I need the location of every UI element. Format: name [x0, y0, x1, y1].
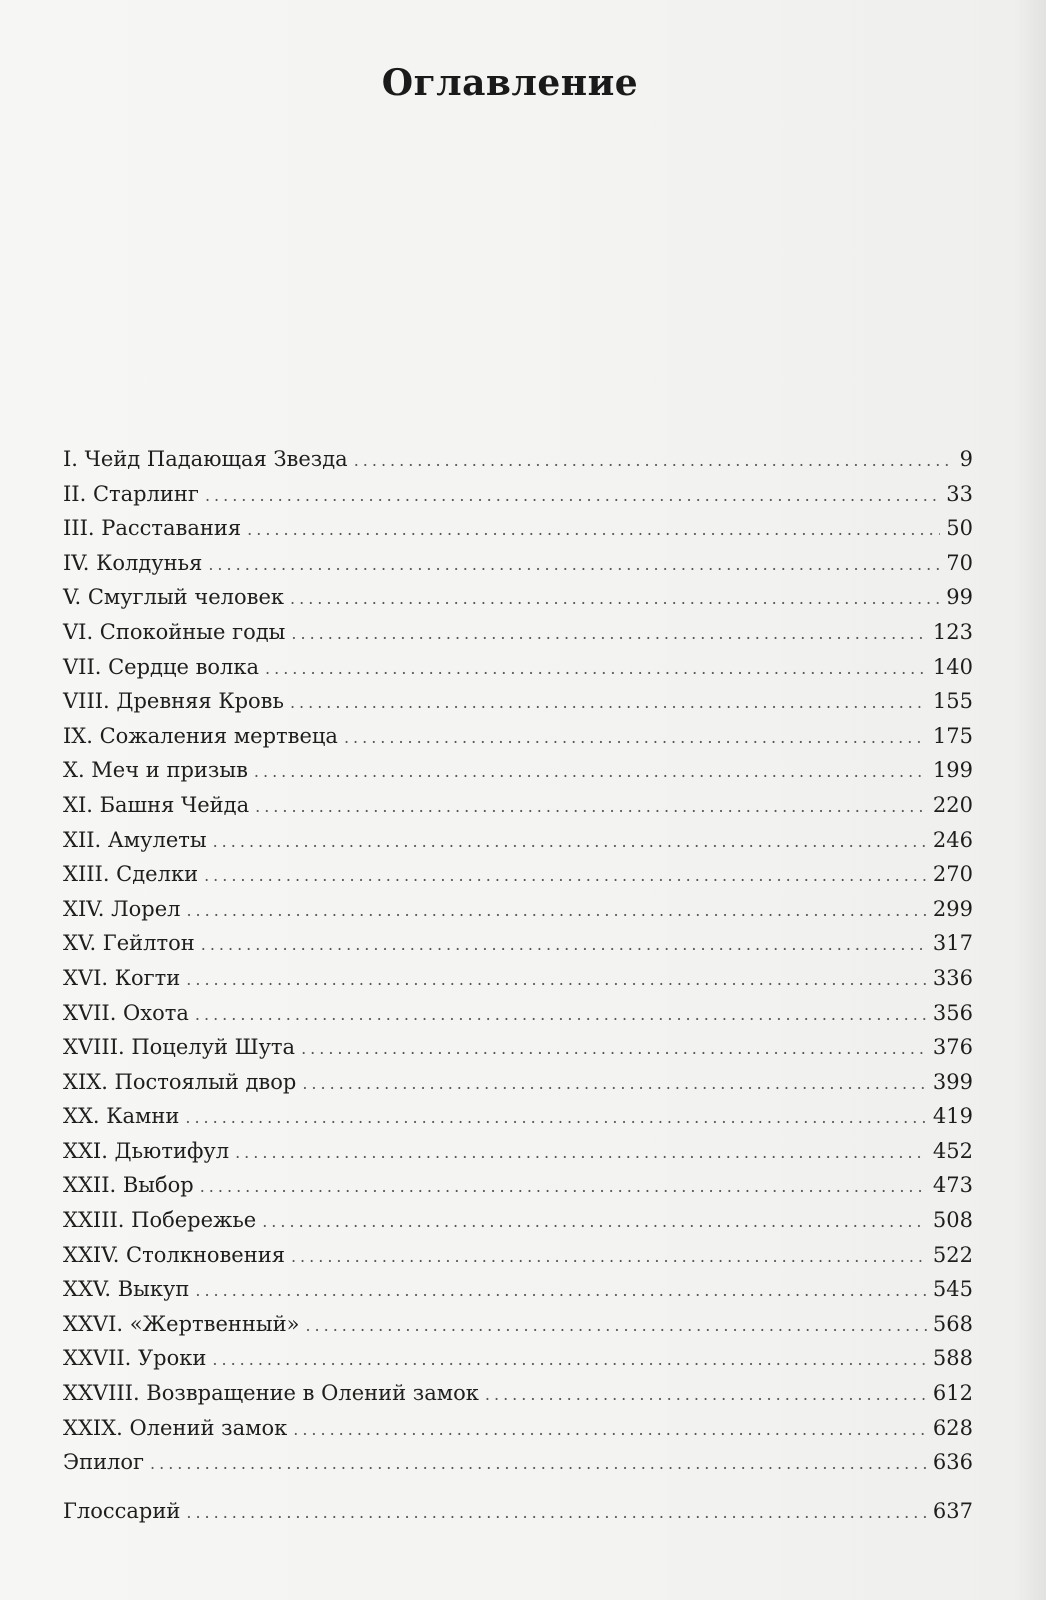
toc-entry[interactable] — [63, 1411, 973, 1446]
dot-leader — [186, 894, 926, 929]
toc-entry-page-number: 70 — [946, 550, 973, 575]
toc-entry[interactable] — [63, 1341, 973, 1376]
toc-entry-title: XX. Камни — [63, 1104, 180, 1129]
toc-entry[interactable] — [63, 823, 973, 858]
toc-entry-page-number: 123 — [932, 619, 973, 644]
toc-entry-title: II. Старлинг — [63, 481, 199, 506]
toc-entry-title: IV. Колдунья — [63, 550, 203, 575]
toc-entry[interactable] — [63, 1065, 973, 1100]
toc-entry-title: I. Чейд Падающая Звезда — [63, 447, 348, 471]
toc-entry[interactable] — [63, 684, 973, 719]
toc-entry-page-number: 522 — [932, 1242, 973, 1267]
dot-leader — [185, 1101, 927, 1136]
toc-entry-title: XVIII. Поцелуй Шута — [63, 1035, 296, 1060]
toc-entry-title: XXIII. Побережье — [63, 1208, 257, 1233]
toc-entry-page-number: 317 — [932, 931, 973, 956]
toc-entry[interactable] — [63, 1238, 973, 1273]
toc-entry[interactable] — [63, 1445, 973, 1480]
toc-entry[interactable] — [63, 1203, 973, 1238]
toc-entry-title: XIII. Сделки — [63, 862, 199, 887]
toc-entry-title: XXIV. Столкновения — [63, 1242, 285, 1267]
toc-entry-title: Эпилог — [63, 1450, 145, 1475]
dot-leader — [204, 859, 927, 894]
toc-entry-page-number: 419 — [932, 1104, 973, 1129]
toc-entry-page-number: 9 — [959, 447, 973, 471]
toc-entry[interactable] — [63, 1030, 973, 1065]
toc-entry-page-number: 50 — [946, 516, 973, 541]
dot-leader — [195, 1274, 927, 1309]
toc-entry-page-number: 356 — [932, 1000, 973, 1025]
toc-entry-title: XXVII. Уроки — [63, 1346, 207, 1371]
dot-leader — [293, 1413, 927, 1448]
dot-leader — [354, 444, 954, 479]
dot-leader — [200, 1170, 927, 1205]
toc-entry-page-number: 336 — [932, 965, 973, 990]
toc-entry-page-number: 637 — [932, 1498, 973, 1523]
toc-entry-title: X. Меч и призыв — [63, 758, 248, 783]
toc-entry-page-number: 33 — [946, 481, 973, 506]
toc-entry[interactable] — [63, 753, 973, 788]
dot-leader — [235, 1136, 927, 1171]
dot-leader — [291, 1240, 927, 1275]
toc-entry[interactable] — [63, 511, 973, 546]
dot-leader — [186, 1496, 927, 1531]
toc-entry-title: XVII. Охота — [63, 1000, 189, 1025]
toc-entry-title: XVI. Когти — [63, 965, 181, 990]
toc-entry-title: XXVIII. Возвращение в Олений замок — [63, 1381, 479, 1406]
toc-entry-page-number: 246 — [932, 827, 973, 852]
toc-entry[interactable] — [63, 1272, 973, 1307]
toc-entry-title: XV. Гейлтон — [63, 931, 195, 956]
toc-entry-title: XXVI. «Жертвенный» — [63, 1311, 300, 1336]
toc-entry-page-number: 376 — [932, 1035, 973, 1060]
dot-leader — [290, 686, 927, 721]
toc-entry-page-number: 155 — [932, 689, 973, 714]
toc-entry[interactable] — [63, 1307, 973, 1342]
dot-leader — [186, 963, 927, 998]
toc-entry[interactable] — [63, 1099, 973, 1134]
toc-entry-page-number: 175 — [932, 723, 973, 748]
toc-entry-page-number: 568 — [932, 1311, 973, 1336]
dot-leader — [301, 1032, 927, 1067]
toc-entry-title: V. Смуглый человек — [63, 585, 285, 610]
toc-entry-page-number: 473 — [932, 1173, 973, 1198]
toc-entry-page-number: 299 — [932, 896, 973, 921]
toc-entry-page-number: 99 — [946, 585, 973, 610]
table-of-contents — [63, 442, 973, 1528]
dot-leader — [265, 652, 927, 687]
dot-leader — [290, 582, 940, 617]
dot-leader — [305, 1309, 926, 1344]
toc-entry-title: XXII. Выбор — [63, 1173, 194, 1198]
toc-entry-title: XI. Башня Чейда — [63, 792, 250, 817]
toc-entry-page-number: 199 — [932, 758, 973, 783]
toc-entry[interactable] — [63, 1134, 973, 1169]
toc-entry[interactable] — [63, 546, 973, 581]
toc-entry-title: VIII. Древняя Кровь — [63, 689, 284, 714]
dot-leader — [201, 928, 927, 963]
toc-entry[interactable] — [63, 650, 973, 685]
toc-entry-page-number: 588 — [932, 1346, 973, 1371]
toc-entry[interactable] — [63, 788, 973, 823]
toc-entry-title: XXIX. Олений замок — [63, 1415, 288, 1440]
toc-entry-title: XXI. Дьютифул — [63, 1138, 230, 1163]
dot-leader — [150, 1447, 927, 1482]
dot-leader — [212, 1343, 927, 1378]
toc-entry[interactable] — [63, 719, 973, 754]
toc-entry-page-number: 270 — [932, 862, 973, 887]
toc-entry-page-number: 612 — [932, 1381, 973, 1406]
toc-entry-title: IX. Сожаления мертвеца — [63, 723, 338, 748]
dot-leader — [254, 755, 927, 790]
toc-entry-page-number: 220 — [932, 792, 973, 817]
toc-entry[interactable] — [63, 1168, 973, 1203]
dot-leader — [195, 998, 927, 1033]
toc-entry[interactable] — [63, 996, 973, 1031]
toc-entry[interactable] — [63, 477, 973, 512]
page-title: Оглавление — [381, 62, 639, 104]
dot-leader — [247, 513, 940, 548]
toc-entry[interactable] — [63, 1494, 973, 1529]
toc-entry-title: XII. Амулеты — [63, 827, 207, 852]
dot-leader — [205, 479, 940, 514]
toc-entry-page-number: 452 — [932, 1138, 973, 1163]
toc-entry[interactable] — [63, 926, 973, 961]
toc-entry[interactable] — [63, 961, 973, 996]
toc-entry-page-number: 399 — [932, 1069, 973, 1094]
dot-leader — [262, 1205, 927, 1240]
toc-entry-title: XIV. Лорел — [63, 896, 181, 921]
toc-entry-page-number: 508 — [932, 1208, 973, 1233]
toc-entry-title: VI. Спокойные годы — [63, 619, 286, 644]
toc-entry[interactable] — [63, 892, 973, 927]
toc-entry[interactable] — [63, 442, 973, 477]
dot-leader — [255, 790, 927, 825]
dot-leader — [291, 617, 927, 652]
toc-entry[interactable] — [63, 580, 973, 615]
dot-leader — [344, 721, 927, 756]
toc-entry[interactable] — [63, 615, 973, 650]
toc-entry-title: XIX. Постоялый двор — [63, 1069, 297, 1094]
toc-entry-title: III. Расставания — [63, 516, 242, 541]
toc-entry-page-number: 628 — [932, 1415, 973, 1440]
dot-leader — [302, 1067, 927, 1102]
toc-entry-page-number: 545 — [932, 1277, 973, 1302]
dot-leader — [485, 1378, 927, 1413]
toc-entry[interactable] — [63, 1376, 973, 1411]
dot-leader — [213, 825, 927, 860]
dot-leader — [208, 548, 940, 583]
toc-entry-title: XXV. Выкуп — [63, 1277, 190, 1302]
toc-entry-page-number: 636 — [932, 1450, 973, 1475]
toc-entry-title: Глоссарий — [63, 1498, 181, 1523]
toc-entry-title: VII. Сердце волка — [63, 654, 260, 679]
toc-entry[interactable] — [63, 857, 973, 892]
toc-entry-page-number: 140 — [932, 654, 973, 679]
